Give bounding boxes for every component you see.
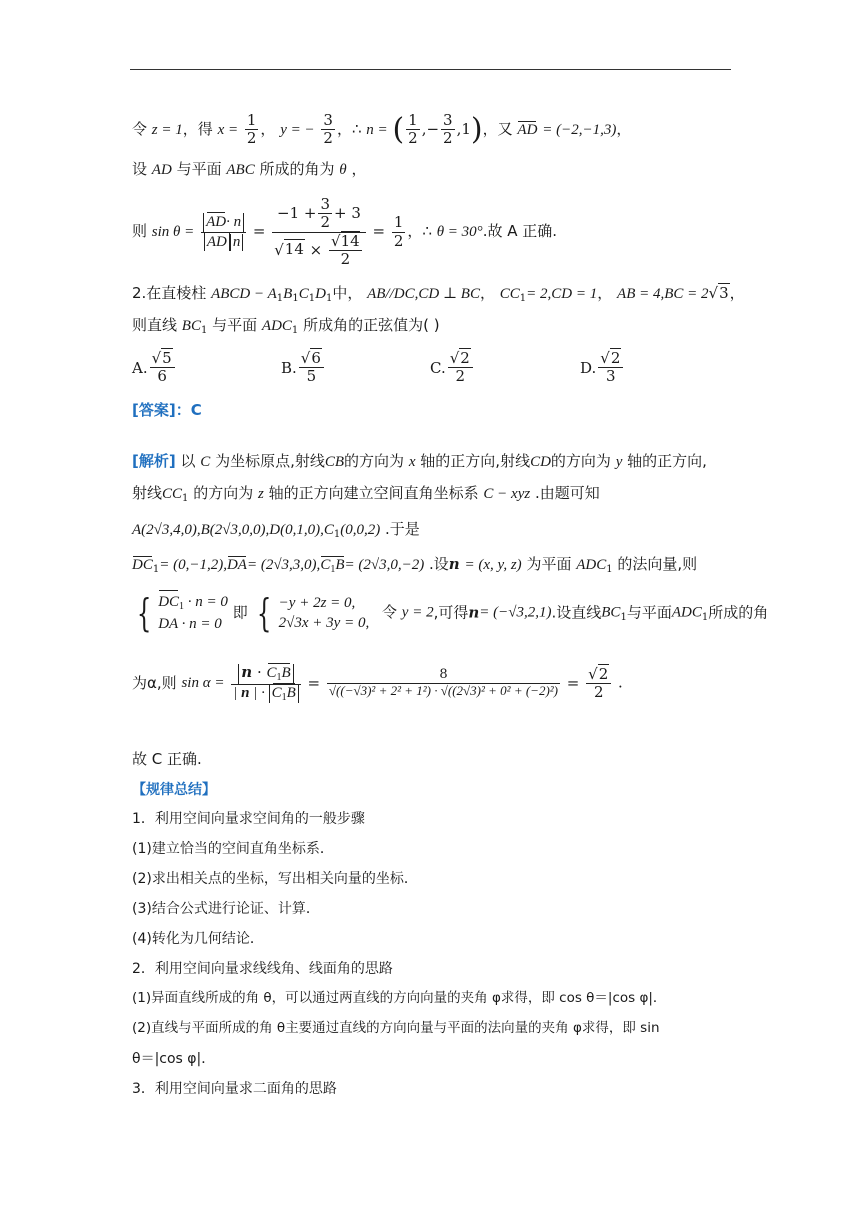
math: AB//DC,CD ⊥ BC bbox=[367, 286, 480, 302]
text: .故 A 正确. bbox=[482, 222, 558, 240]
paren-open: ( bbox=[392, 111, 405, 147]
text: 则 bbox=[132, 222, 148, 240]
math: θ = 30° bbox=[436, 224, 483, 240]
text: 令 bbox=[132, 119, 148, 138]
math: ABC bbox=[226, 162, 255, 178]
summary-item: (1)建立恰当的空间直角坐标系． bbox=[132, 841, 334, 857]
math: n = bbox=[366, 121, 388, 138]
math: = (−2,−1,3) bbox=[542, 121, 617, 138]
math: ABCD − A bbox=[211, 286, 277, 302]
math: BC bbox=[181, 318, 201, 334]
text: 则直线 bbox=[132, 316, 178, 334]
fraction-sin: $\frac{AD\cdot n}{\text{AD n}}$ bbox=[201, 213, 246, 251]
summary-item: (1)异面直线所成的角 θ，可以通过两直线的方向向量的夹角 φ求得，即 cos θ＝|cos φ|． bbox=[132, 990, 667, 1006]
question-2-line-1: 2.在直棱柱 ABCD − $A_1B_1C_1D_1$中， AB//DC,CD ⊥ BC， $CC_1= 2,CD = 1$， AB = 4,BC = 2√3， bbox=[132, 284, 745, 304]
text: ， bbox=[351, 160, 367, 178]
fraction-result: $\frac{1}{2}$ bbox=[393, 213, 404, 250]
paren-close: ) bbox=[470, 111, 483, 147]
text: 中， bbox=[332, 284, 363, 302]
text: 2.在直棱柱 bbox=[132, 284, 207, 302]
answer: [答案]：C bbox=[132, 401, 202, 419]
vector-ad: AD bbox=[517, 121, 538, 138]
fraction-y: $\frac{3}{2}$ bbox=[323, 111, 333, 148]
text: 所成的角为 bbox=[259, 160, 335, 178]
text: 所成角的正弦值为( ) bbox=[303, 316, 440, 334]
solution-line-4: $DC_1= (0,-1,2),DA= (2√3,3,0),C_1B= (2√3,0,-2)$ .设n = (x, y, z) 为平面 $ADC_1$ 的法向量,则 bbox=[132, 555, 698, 575]
text: 与平面 bbox=[212, 316, 258, 334]
solution-line-5: { $DC_1 \cdot n = 0$ DA · n = 0 即 { −y + 2z = 0, 2√3x + 3y = 0, 令 y = 2,可得n= (−√3,2,1).设直线$BC_1$与平面$ADC_1$所成的角 bbox=[136, 590, 769, 635]
summary-item: 1．利用空间向量求空间角的一般步骤 bbox=[132, 811, 365, 827]
option-b[interactable]: B. $\frac{√6}{5}$ bbox=[281, 350, 326, 386]
fraction-mid: −1 + $\frac{3}{2}$ + 3 √14 × $\frac{√14}{2}$ bbox=[272, 196, 365, 268]
text: 设 bbox=[132, 160, 148, 178]
math: y = − bbox=[280, 121, 315, 138]
math: ,1 bbox=[456, 119, 471, 138]
text: ， bbox=[616, 119, 632, 138]
line-3 bbox=[132, 196, 557, 268]
summary-item: (2)求出相关点的坐标，写出相关向量的坐标． bbox=[132, 871, 418, 887]
fraction-sin-alpha: $\frac{n \cdot C_1B}{| n | \cdot C_1B}$ bbox=[231, 664, 301, 703]
summary-title: 【规律总结】 bbox=[132, 782, 216, 798]
option-a[interactable]: A. $\frac{√5}{6}$ bbox=[132, 350, 177, 386]
summary-item: (4)转化为几何结论． bbox=[132, 931, 264, 947]
solution-line-6: 为α,则 sin α = $\frac{n \cdot C_1B}{| n | \cdot C_1B}$ = $\frac{8}{\text{√((−√3)² + 2² + 1²) · √((2√3)² + 0² + (−2)²)}}$ = $\frac{√2}{2}$ . bbox=[132, 663, 623, 703]
fraction-root2: $\frac{√2}{2}$ bbox=[586, 666, 611, 702]
math: = bbox=[372, 222, 386, 240]
solution-line-3: $A(2√3,4,0),B(2√3,0,0),D(0,1,0),C_1(0,0,2)$ .于是 bbox=[132, 520, 420, 540]
text: 与平面 bbox=[176, 160, 222, 178]
summary-item: θ＝|cos φ|． bbox=[132, 1051, 216, 1067]
text: ， bbox=[260, 119, 276, 138]
math: CC bbox=[499, 286, 520, 302]
line-1: 令 z = 1，得 x = $\frac{1}{2}$ ， y = − $\frac{3}{2}$ ，∴ n = ( $\frac{1}{2}$ ,− $\frac{3}{2}$ ,1)，又 AD = (−2,−1,3)， bbox=[132, 111, 632, 148]
fraction-n2: $\frac{3}{2}$ bbox=[443, 111, 453, 148]
solution-conclusion: 故 C 正确. bbox=[132, 750, 202, 768]
question-2-line-2: 则直线 $BC_1$ 与平面 $ADC_1$ 所成角的正弦值为( ) bbox=[132, 316, 440, 336]
option-c[interactable]: C. $\frac{√2}{2}$ bbox=[430, 350, 475, 386]
system-2: −y + 2z = 0, 2√3x + 3y = 0, bbox=[278, 594, 370, 631]
line-2 bbox=[132, 162, 366, 178]
fraction-n1: $\frac{1}{2}$ bbox=[408, 111, 418, 148]
text: ，∴ bbox=[407, 222, 432, 240]
text: ，又 bbox=[482, 119, 513, 138]
solution-line-1: [解析] 以 C 为坐标原点,射线CB的方向为 x 轴的正方向,射线CD的方向为 y 轴的正方向, bbox=[132, 452, 707, 470]
solution-line-2: 射线$CC_1$ 的方向为 z 轴的正方向建立空间直角坐标系 C − xyz .由题可知 bbox=[132, 484, 600, 504]
math: AD bbox=[151, 162, 172, 178]
math: AB = 4,BC = 2 bbox=[617, 286, 709, 302]
math: x = bbox=[217, 121, 239, 138]
header-rule bbox=[130, 69, 731, 70]
solution-tag: [解析] bbox=[132, 452, 176, 470]
text: ，∴ bbox=[336, 119, 362, 138]
math: sin θ = bbox=[151, 224, 195, 240]
option-d[interactable]: D. $\frac{√2}{3}$ bbox=[580, 350, 625, 386]
fraction-eight: $\frac{8}{\text{√((−√3)² + 2² + 1²) · √((2√3)² + 0² + (−2)²)}}$ bbox=[328, 667, 559, 698]
summary-item: (3)结合公式进行论证、计算． bbox=[132, 901, 320, 917]
math: θ bbox=[339, 162, 347, 178]
fraction-x: $\frac{1}{2}$ bbox=[246, 111, 257, 148]
math: = bbox=[252, 222, 266, 240]
math: ADC bbox=[261, 318, 292, 334]
math: z = 1 bbox=[151, 121, 183, 138]
text: ，得 bbox=[182, 119, 213, 138]
summary-item: (2)直线与平面所成的角 θ主要通过直线的方向向量与平面的法向量的夹角 φ求得，即 sin bbox=[132, 1020, 660, 1036]
summary-item: 2．利用空间向量求线线角、线面角的思路 bbox=[132, 961, 393, 977]
summary-item: 3．利用空间向量求二面角的思路 bbox=[132, 1081, 337, 1097]
system-1: $DC_1 \cdot n = 0$ DA · n = 0 bbox=[158, 594, 228, 632]
